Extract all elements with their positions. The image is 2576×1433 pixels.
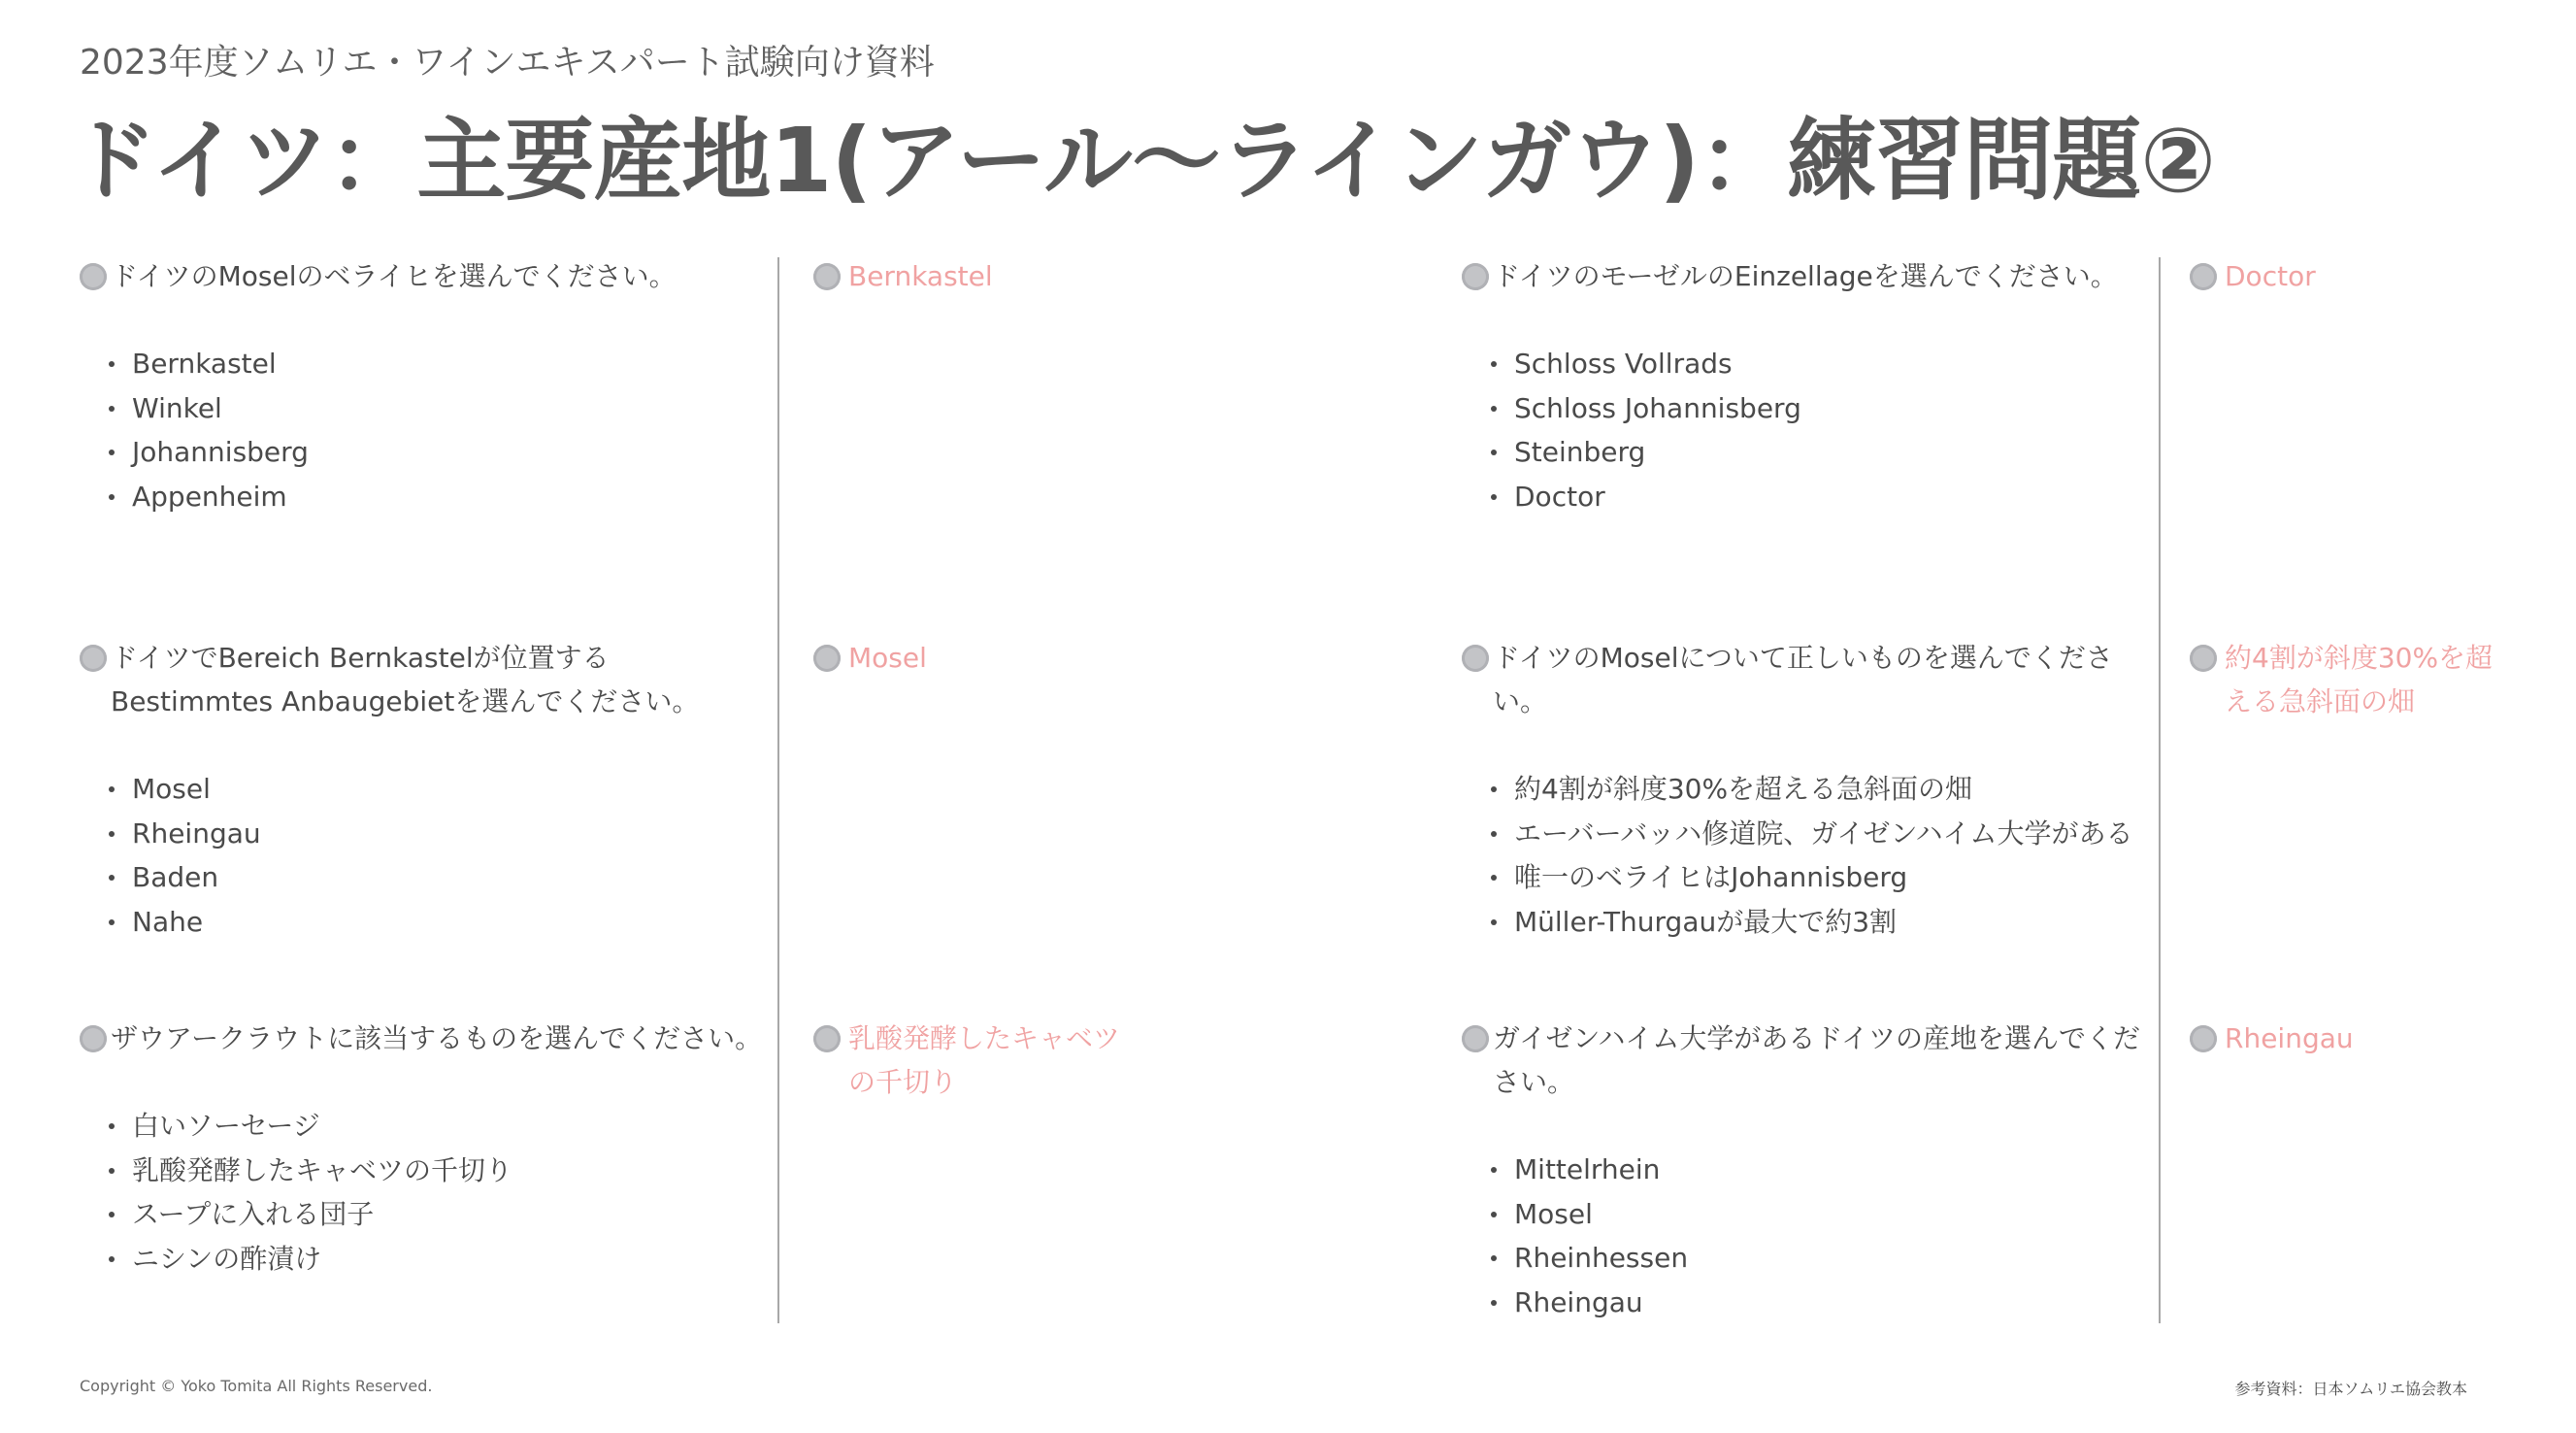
bullet-circle-icon [813, 263, 841, 290]
reference-text: 参考資料：日本ソムリエ協会教本 [2234, 1380, 2467, 1398]
option-item: 約4割が斜度30%を超える急斜面の畑 [1491, 767, 2141, 812]
question-text: ガイゼンハイム大学があるドイツの産地を選んでください。 [1462, 1016, 2151, 1104]
option-item: Schloss Vollrads [1491, 342, 2141, 386]
option-item: Steinberg [1491, 430, 2141, 475]
option-item: スープに入れる団子 [109, 1192, 778, 1237]
option-list [1462, 342, 2141, 518]
option-item: Mosel [1491, 1192, 2151, 1237]
bullet-circle-icon [813, 1025, 841, 1052]
copyright-text: Copyright © Yoko Tomita All Rights Reserved. [80, 1377, 433, 1395]
question-block-3 [80, 1016, 778, 1281]
option-item: Rheinhessen [1491, 1236, 2151, 1281]
bullet-circle-icon [1462, 1025, 1489, 1052]
question-block-5 [1462, 636, 2141, 944]
option-item: Nahe [109, 900, 759, 945]
page-title: ドイツ：主要産地1(アール〜ラインガウ)：練習問題② [68, 109, 2216, 213]
question-block-6 [1462, 1016, 2151, 1324]
bullet-circle-icon [1462, 645, 1489, 672]
column-divider-right [2159, 257, 2161, 1323]
option-item: Rheingau [109, 812, 759, 856]
answer-6: Rheingau [2190, 1016, 2516, 1060]
option-item: 乳酸発酵したキャベツの千切り [109, 1149, 778, 1193]
bullet-circle-icon [2190, 1025, 2217, 1052]
option-item: Bernkastel [109, 342, 759, 386]
option-item: Johannisberg [109, 430, 759, 475]
option-item: Appenheim [109, 475, 759, 519]
option-item: 唯一のベライヒはJohannisberg [1491, 855, 2141, 900]
option-list [80, 342, 759, 518]
question-text: ドイツのモーゼルのEinzellageを選んでください。 [1462, 254, 2141, 298]
answer-3: 乳酸発酵したキャベツの千切り [813, 1016, 1130, 1104]
bullet-circle-icon [80, 263, 107, 290]
question-block-2 [80, 636, 759, 944]
option-list [80, 767, 759, 944]
option-item: 白いソーセージ [109, 1104, 778, 1149]
answer-5: 約4割が斜度30%を超える急斜面の畑 [2190, 636, 2516, 723]
option-item: エーバーバッハ修道院、ガイゼンハイム大学がある [1491, 812, 2141, 856]
option-item: Schloss Johannisberg [1491, 386, 2141, 431]
option-item: Doctor [1491, 475, 2141, 519]
option-list [80, 1104, 778, 1281]
option-list [1462, 767, 2141, 944]
question-block-4 [1462, 254, 2141, 518]
option-item: Winkel [109, 386, 759, 431]
question-text: ザウアークラウトに該当するものを選んでください。 [80, 1016, 778, 1060]
option-item: ニシンの酢漬け [109, 1237, 778, 1282]
question-text: ドイツでBereich Bernkastelが位置するBestimmtes Anbaugebietを選んでください。 [80, 636, 759, 723]
bullet-circle-icon [1462, 263, 1489, 290]
question-text: ドイツのMoselのベライヒを選んでください。 [80, 254, 759, 298]
question-block-1 [80, 254, 759, 518]
option-item: Baden [109, 855, 759, 900]
bullet-circle-icon [2190, 645, 2217, 672]
option-list [1462, 1148, 2151, 1324]
page-subtitle: 2023年度ソムリエ・ワインエキスパート試験向け資料 [80, 43, 935, 83]
answer-4: Doctor [2190, 254, 2516, 298]
bullet-circle-icon [80, 1025, 107, 1052]
question-text: ドイツのMoselについて正しいものを選んでください。 [1462, 636, 2141, 723]
option-item: Mittelrhein [1491, 1148, 2151, 1192]
bullet-circle-icon [813, 645, 841, 672]
option-item: Mosel [109, 767, 759, 812]
bullet-circle-icon [80, 645, 107, 672]
answer-2: Mosel [813, 636, 1178, 680]
option-item: Rheingau [1491, 1281, 2151, 1325]
bullet-circle-icon [2190, 263, 2217, 290]
option-item: Müller-Thurgauが最大で約3割 [1491, 900, 2141, 945]
answer-1: Bernkastel [813, 254, 1178, 298]
